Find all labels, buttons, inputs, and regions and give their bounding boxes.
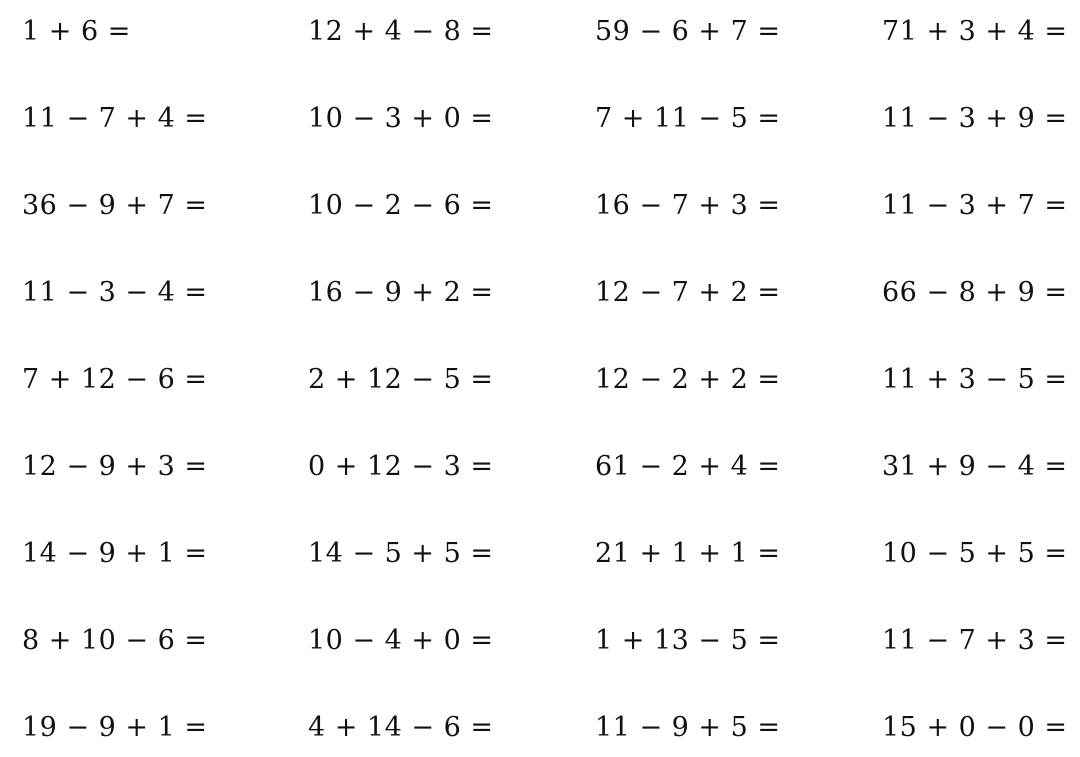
problem: 21 + 1 + 1 = — [595, 538, 781, 569]
problem: 12 − 9 + 3 = — [22, 451, 208, 482]
problem: 10 − 3 + 0 = — [308, 103, 494, 134]
problem-row — [0, 273, 1080, 313]
problem: 11 − 3 + 7 = — [882, 190, 1068, 221]
problem: 7 + 11 − 5 = — [595, 103, 781, 134]
problem: 11 − 3 + 9 = — [882, 103, 1068, 134]
problem: 8 + 10 − 6 = — [22, 625, 208, 656]
problem-row — [0, 447, 1080, 487]
problem: 1 + 6 = — [22, 16, 131, 47]
problem: 10 − 4 + 0 = — [308, 625, 494, 656]
problem-row — [0, 534, 1080, 574]
problem-row — [0, 621, 1080, 661]
problem: 10 − 5 + 5 = — [882, 538, 1068, 569]
problem: 11 − 9 + 5 = — [595, 712, 781, 743]
problem: 31 + 9 − 4 = — [882, 451, 1068, 482]
problem-row — [0, 186, 1080, 226]
problem: 2 + 12 − 5 = — [308, 364, 494, 395]
problem: 10 − 2 − 6 = — [308, 190, 494, 221]
problem: 11 − 7 + 3 = — [882, 625, 1068, 656]
problem-row — [0, 12, 1080, 52]
problem-row — [0, 99, 1080, 139]
problem: 71 + 3 + 4 = — [882, 16, 1068, 47]
problem: 14 − 9 + 1 = — [22, 538, 208, 569]
problem: 11 − 7 + 4 = — [22, 103, 208, 134]
problem: 61 − 2 + 4 = — [595, 451, 781, 482]
problem-row — [0, 708, 1080, 748]
problem: 1 + 13 − 5 = — [595, 625, 781, 656]
problem: 15 + 0 − 0 = — [882, 712, 1068, 743]
problem: 36 − 9 + 7 = — [22, 190, 208, 221]
problem-row — [0, 360, 1080, 400]
problem: 11 − 3 − 4 = — [22, 277, 208, 308]
problem: 7 + 12 − 6 = — [22, 364, 208, 395]
problem: 4 + 14 − 6 = — [308, 712, 494, 743]
problem: 12 − 7 + 2 = — [595, 277, 781, 308]
problem: 16 − 9 + 2 = — [308, 277, 494, 308]
problem: 66 − 8 + 9 = — [882, 277, 1068, 308]
problem: 14 − 5 + 5 = — [308, 538, 494, 569]
problem: 19 − 9 + 1 = — [22, 712, 208, 743]
problem: 11 + 3 − 5 = — [882, 364, 1068, 395]
problem: 12 + 4 − 8 = — [308, 16, 494, 47]
problem: 0 + 12 − 3 = — [308, 451, 494, 482]
problem: 59 − 6 + 7 = — [595, 16, 781, 47]
problem: 12 − 2 + 2 = — [595, 364, 781, 395]
problem: 16 − 7 + 3 = — [595, 190, 781, 221]
